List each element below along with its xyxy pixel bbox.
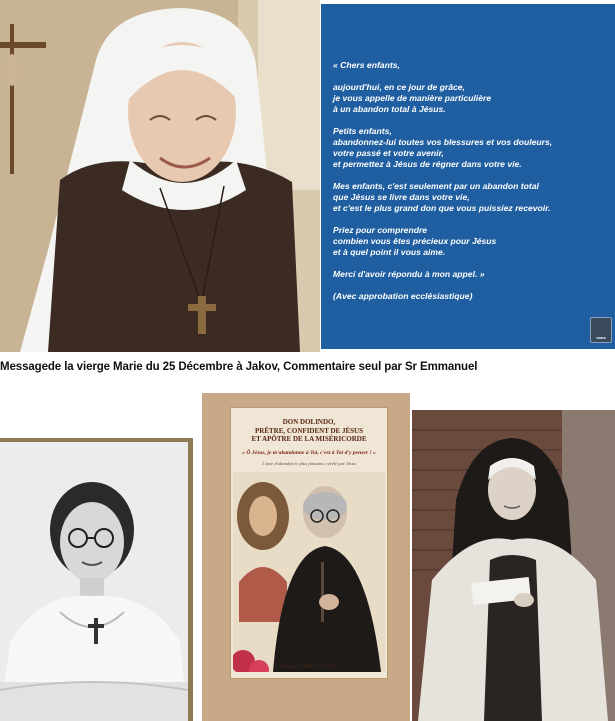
video-title-caption[interactable]: Messagede la vierge Marie du 25 Décembre à Jakov, Commentaire seul par Sr Emmanuel	[0, 361, 478, 373]
nun-speaker-photo	[0, 0, 320, 352]
nun-speaker-illustration	[0, 0, 320, 352]
book-publisher: Éditions L'APPEL DU CIEL	[281, 665, 337, 670]
book-cover-art	[233, 472, 385, 672]
message-text-panel	[321, 4, 615, 349]
message-closing: Merci d'avoir répondu à mon appel. »	[333, 269, 485, 279]
woman-in-bed-photo	[0, 438, 193, 721]
book-cover	[230, 407, 388, 679]
carmelite-nun-photo	[412, 410, 615, 721]
channel-avatar-badge[interactable]	[590, 317, 612, 343]
message-paragraph: Petits enfants, abandonnez-lui toutes vos blessures et vos douleurs, votre passé et votre avenir, et permettez à Jésus de régner dans votre vie.	[333, 126, 553, 169]
message-paragraph: aujourd'hui, en ce jour de grâce, je vous appelle de manière particulière à un abandon total à Jésus.	[333, 82, 492, 114]
video-frame[interactable]	[0, 0, 615, 352]
woman-illustration	[0, 442, 188, 721]
message-paragraph: Priez pour comprendre combien vous êtes précieux pour Jésus et à quel point il vous aime.	[333, 225, 497, 257]
don-dolindo-book-cover	[202, 393, 410, 721]
book-subtitle: L'acte d'abandon le plus puissant, révélé par Jésus	[262, 460, 356, 466]
message-greeting: « Chers enfants,	[333, 60, 400, 70]
photo-frame	[0, 442, 188, 721]
book-title: DON DOLINDO, PRÊTRE, CONFIDENT DE JÉSUS ET APÔTRE DE LA MISÉRICORDE	[251, 418, 367, 443]
carmelite-nun-illustration	[412, 410, 615, 721]
book-quote: « Ô Jésus, je m'abandonne à Toi, c'est à Toi d'y penser ! »	[242, 449, 376, 456]
channel-badge-label: vous	[596, 335, 606, 340]
message-approval-note: (Avec approbation ecclésiastique)	[333, 291, 473, 301]
message-paragraph: Mes enfants, c'est seulement par un abandon total que Jésus se livre dans votre vie, et c'est le plus grand don que vous puissiez recevoir.	[333, 181, 551, 213]
